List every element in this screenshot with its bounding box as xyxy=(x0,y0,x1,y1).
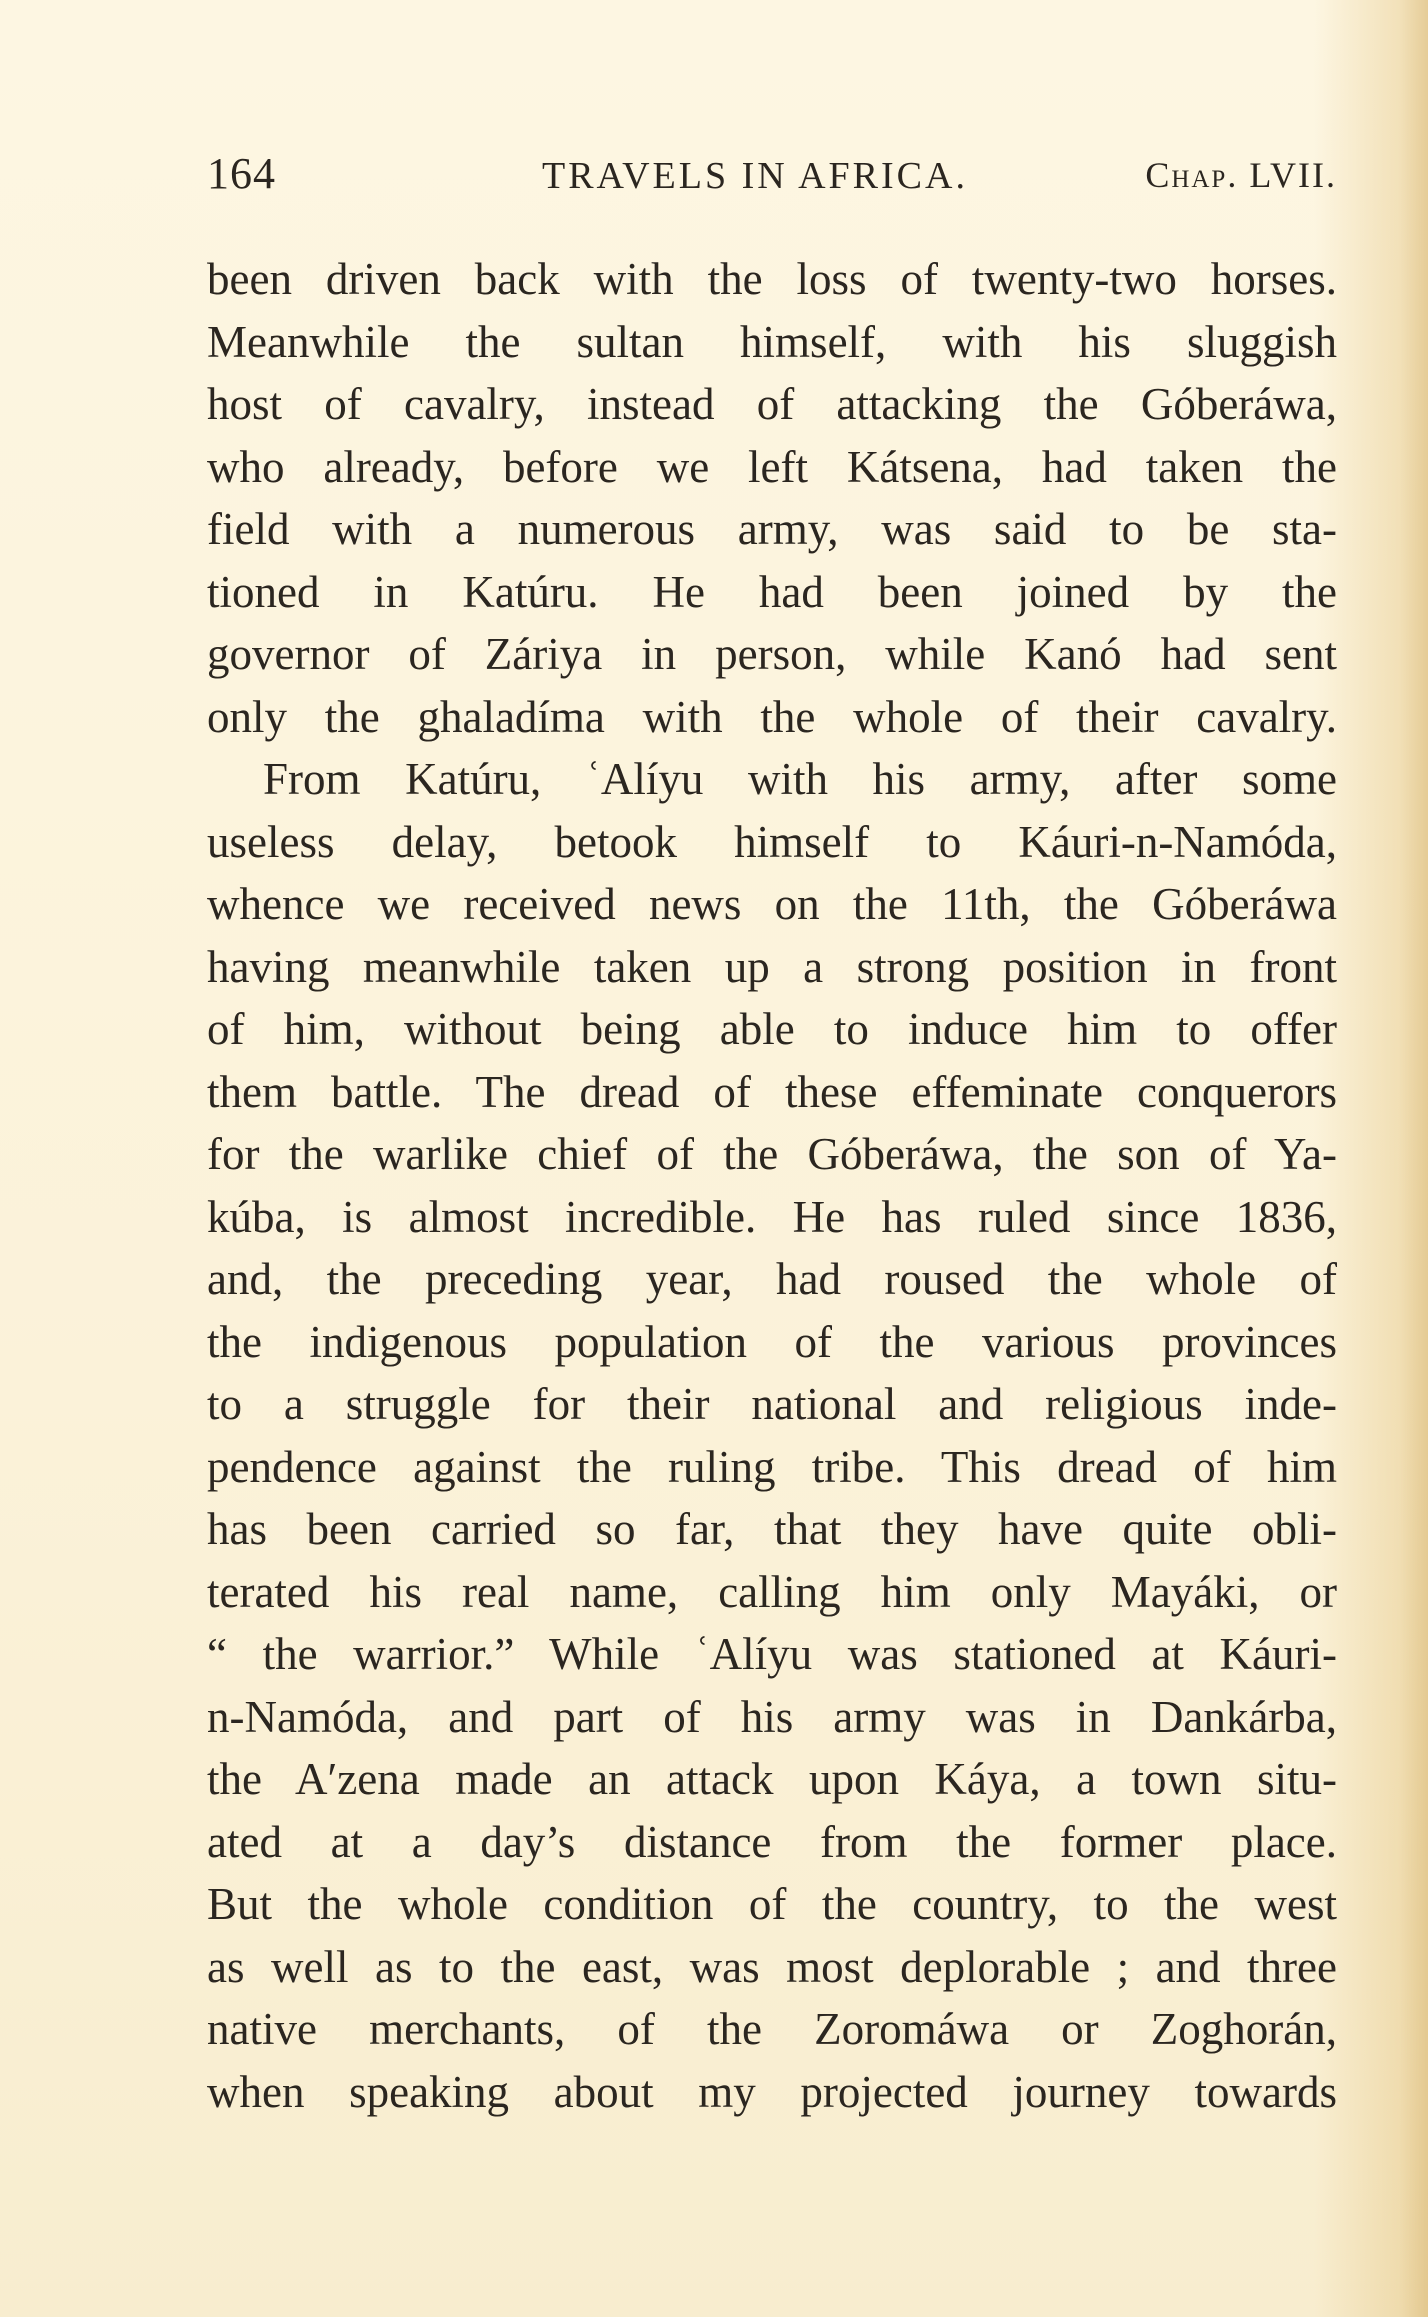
text-line: tioned in Katúru. He had been joined by the xyxy=(207,566,1337,617)
text-line: the A′zena made an attack upon Káya, a town situ- xyxy=(207,1754,1337,1804)
text-line: for the warlike chief of the Góberáwa, the son of Ya- xyxy=(207,1129,1337,1179)
running-title: TRAVELS IN AFRICA. xyxy=(542,155,968,197)
text-line: as well as to the east, was most deplorable ; and three xyxy=(207,1941,1337,1992)
chapter-label: Chap. LVII. xyxy=(1145,155,1337,195)
text-line: has been carried so far, that they have quite obli- xyxy=(207,1504,1337,1554)
text-line: the indigenous population of the various provinces xyxy=(207,1316,1337,1367)
text-line: to a struggle for their national and religious inde- xyxy=(207,1379,1337,1429)
text-line: whence we received news on the 11th, the Góberáwa xyxy=(207,879,1337,929)
text-line: pendence against the ruling tribe. This dread of him xyxy=(207,1441,1337,1492)
text-line: But the whole condition of the country, to the west xyxy=(207,1879,1337,1929)
text-line: when speaking about my projected journey towards xyxy=(207,2066,1337,2117)
text-line: “ the warrior.” While ʿAlíyu was stationed at Káuri- xyxy=(207,1629,1337,1679)
text-line: terated his real name, calling him only Mayáki, or xyxy=(207,1566,1337,1617)
text-line: ated at a day’s distance from the former place. xyxy=(207,1816,1337,1867)
text-line: Meanwhile the sultan himself, with his sluggish xyxy=(207,316,1337,367)
text-line: only the ghaladíma with the whole of their cavalry. xyxy=(207,691,1337,742)
text-line: host of cavalry, instead of attacking the Góberáwa, xyxy=(207,379,1337,429)
text-line: them battle. The dread of these effeminate conquerors xyxy=(207,1066,1337,1117)
text-line: useless delay, betook himself to Káuri-n-Namóda, xyxy=(207,816,1337,867)
text-line-paragraph-start: From Katúru, ʿAlíyu with his army, after some xyxy=(263,754,1337,804)
text-line: kúba, is almost incredible. He has ruled since 1836, xyxy=(207,1191,1337,1242)
page-header xyxy=(207,148,1337,208)
text-line: been driven back with the loss of twenty-two horses. xyxy=(207,254,1337,304)
text-line: native merchants, of the Zoromáwa or Zoghorán, xyxy=(207,2004,1337,2054)
text-line: n-Namóda, and part of his army was in Dankárba, xyxy=(207,1691,1337,1742)
text-line: governor of Záriya in person, while Kanó had sent xyxy=(207,629,1337,679)
text-line: and, the preceding year, had roused the whole of xyxy=(207,1254,1337,1304)
text-line: who already, before we left Kátsena, had taken the xyxy=(207,441,1337,492)
text-line: of him, without being able to induce him to offer xyxy=(207,1004,1337,1054)
text-line: having meanwhile taken up a strong position in front xyxy=(207,941,1337,992)
page-number: 164 xyxy=(207,149,276,198)
text-line: field with a numerous army, was said to be sta- xyxy=(207,504,1337,554)
body-text xyxy=(207,248,1337,2123)
